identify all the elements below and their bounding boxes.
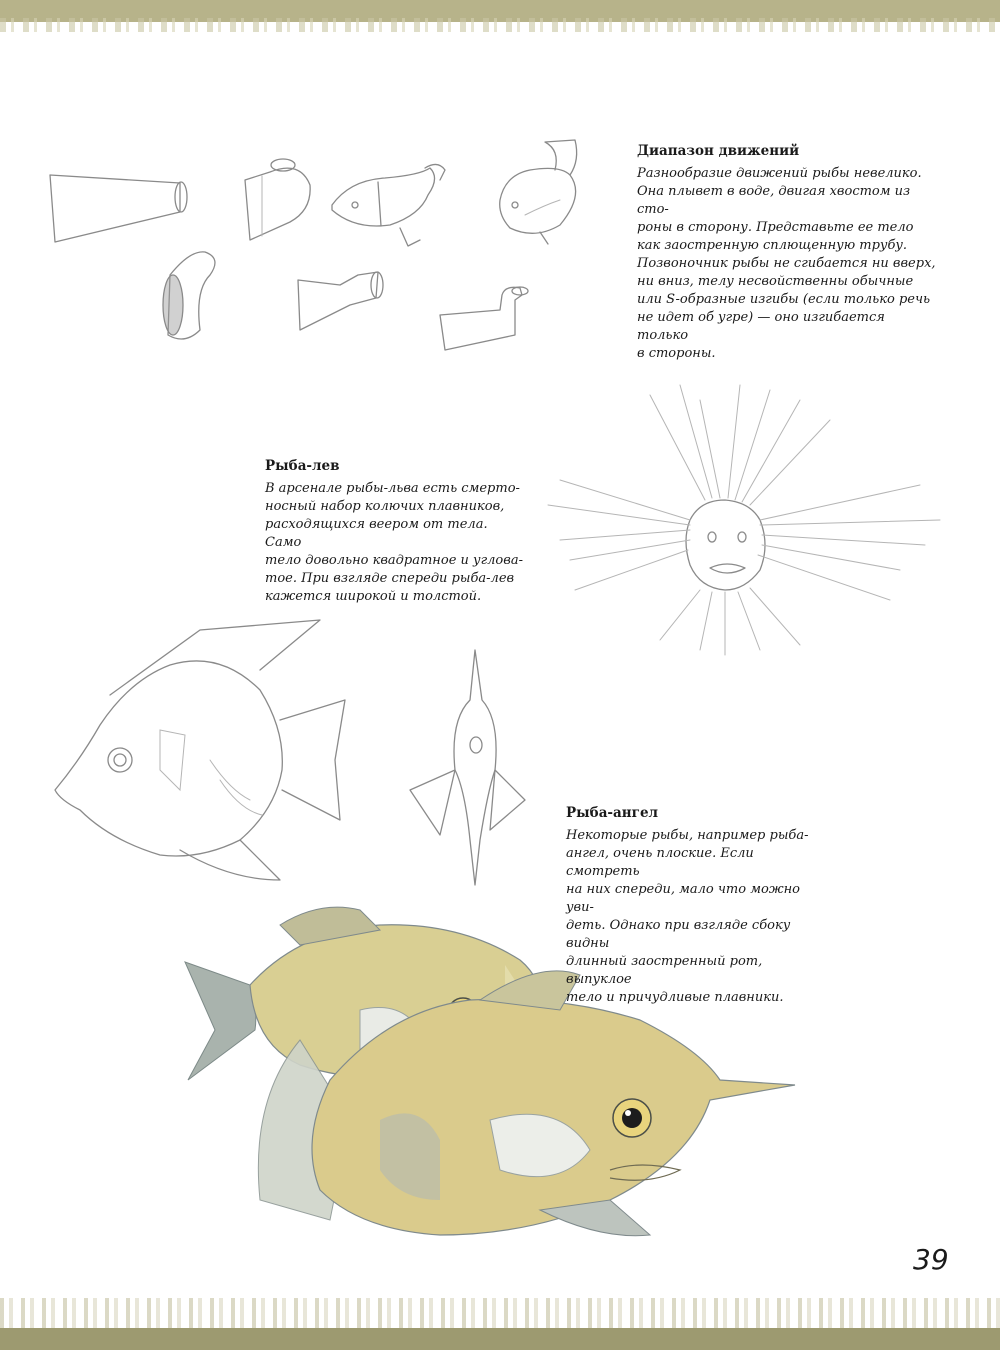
fish-sketch-bent-2 [500,140,577,244]
range-of-motion-heading: Диапазон движений [637,143,800,159]
tube-sketch-elbow [298,272,383,330]
lionfish-section [265,458,525,606]
bottom-decorative-band [0,1328,1000,1350]
lionfish-text: В арсенале рыбы-льва есть смерто- носный набор колючих плавников, расходящихся веером от тела. Само тело довольно квадратное и углова- тое. При взгляде спереди рыба-лев кажется широкой и толстой. [265,481,523,604]
angelfish-front-sketch [410,650,525,885]
tube-sketch-periscope [440,287,528,350]
lionfish-heading: Рыба-лев [265,458,340,474]
lionfish-front-sketch [548,385,940,655]
angelfish-section [566,805,826,1007]
angelfish-side-sketch [55,620,345,880]
range-of-motion-section [637,143,937,363]
angelfish-text: Некоторые рыбы, например рыба- ангел, очень плоские. Если смотреть на них спереди, мало что можно уви- деть. Однако при взгляде сбоку видны длинный заостренный рот, выпуклое тело и причудливые плавники. [566,828,809,1005]
tube-sketch-hook [163,252,215,339]
tube-sketch-straight [50,175,187,242]
range-of-motion-text: Разнообразие движений рыбы невелико. Она плывет в воде, двигая хвостом из сто- роны в сторону. Представьте ее тело как заостренную сплющенную трубу. Позвоночник рыбы не сгибается ни вверх, ни вниз, телу несвойственны обычные или S-образные изгибы (если только речь не идет об угре) — оно изгибается только в стороны. [637,166,936,361]
fish-sketch-bent-1 [332,164,445,246]
angelfish-heading: Рыба-ангел [566,805,659,821]
page-number: 39 [913,1243,949,1276]
tube-sketch-bent [245,159,310,240]
